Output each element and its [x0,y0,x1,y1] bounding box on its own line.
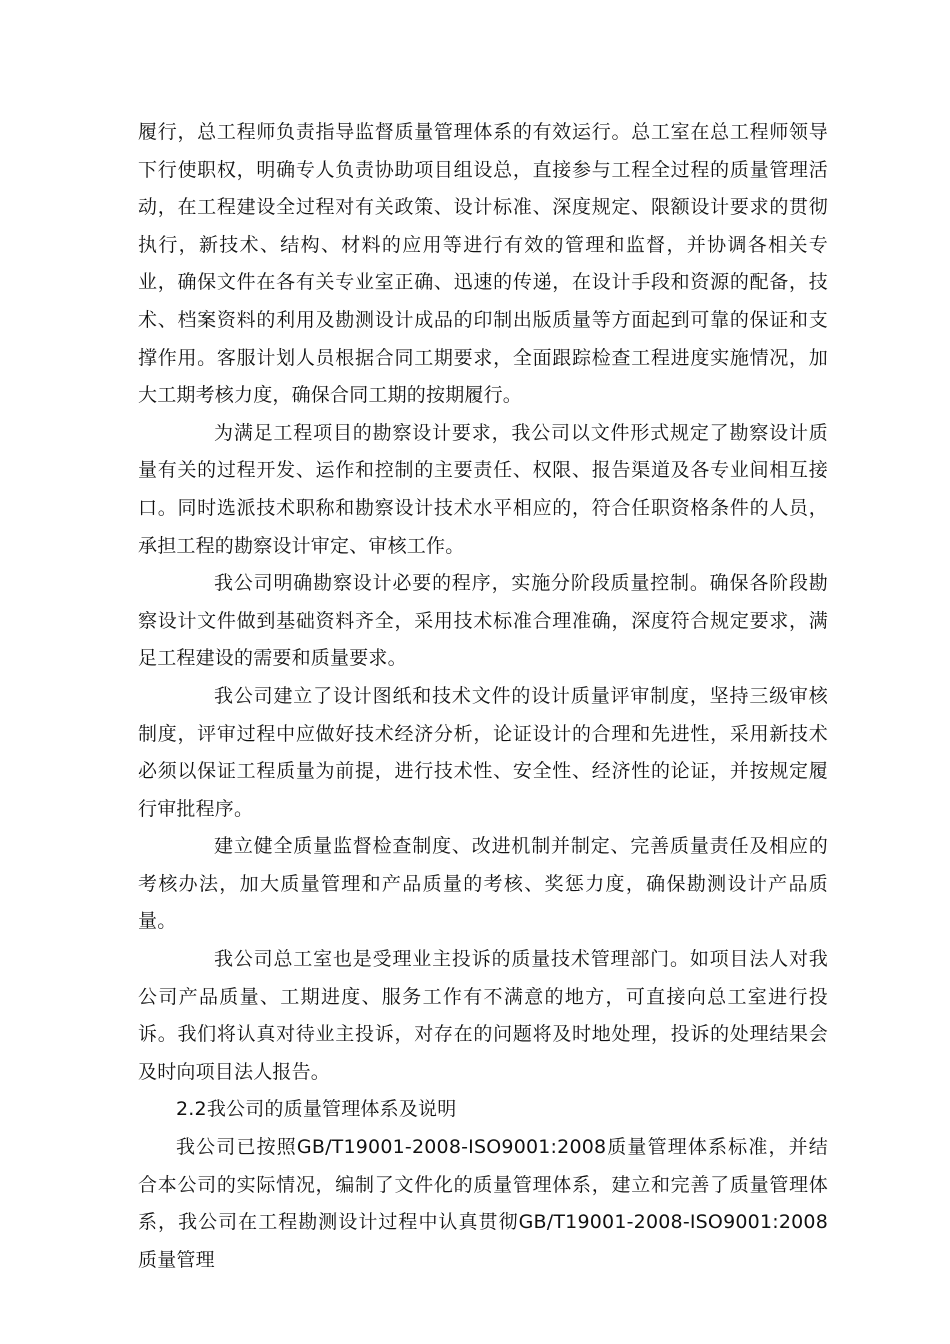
paragraph-continuation: 履行，总工程师负责指导监督质量管理体系的有效运行。总工室在总工程师领导下行使职权，明确专人负责协助项目组设总，直接参与工程全过程的质量管理活动，在工程建设全过程对有关政策、设计标准、深度规定、限额设计要求的贯彻执行，新技术、结构、材料的应用等进行有效的管理和监督，并协调各相关专业，确保文件在各有关专业室正确、迅速的传递，在设计手段和资源的配备，技术、档案资料的利用及勘测设计成品的印制出版质量等方面起到可靠的保证和支撑作用。客服计划人员根据合同工期要求，全面跟踪检查工程进度实施情况，加大工期考核力度，确保合同工期的按期履行。 [138,121,828,407]
paragraph-design-requirements: 为满足工程项目的勘察设计要求，我公司以文件形式规定了勘察设计质量有关的过程开发、运作和控制的主要责任、权限、报告渠道及各专业间相互接口。同时选派技术职称和勘察设计技术水平相应的，符合任职资格条件的人员，承担工程的勘察设计审定、审核工作。 [138,421,828,557]
paragraph-quality-review: 我公司建立了设计图纸和技术文件的设计质量评审制度，坚持三级审核制度，评审过程中应做好技术经济分析，论证设计的合理和先进性，采用新技术必须以保证工程质量为前提，进行技术性、安全性、经济性的论证，并按规定履行审批程序。 [138,684,828,820]
section-heading: 2.2我公司的质量管理体系及说明 [176,1098,457,1121]
paragraph-complaints: 我公司总工室也是受理业主投诉的质量技术管理部门。如项目法人对我公司产品质量、工期进度、服务工作有不满意的地方，可直接向总工室进行投诉。我们将认真对待业主投诉，对存在的问题将及时地处理，投诉的处理结果会及时向项目法人报告。 [138,948,828,1083]
paragraph-quality-system: 我公司已按照GB/T19001-2008-ISO9001:2008质量管理体系标准，并结合本公司的实际情况，编制了文件化的质量管理体系，建立和完善了质量管理体系，我公司在工程勘测设计过程中认真贯彻GB/T19001-2008-ISO9001:2008质量管理 [138,1136,828,1271]
paragraph-phase-control: 我公司明确勘察设计必要的程序，实施分阶段质量控制。确保各阶段勘察设计文件做到基础资料齐全，采用技术标准合理准确，深度符合规定要求，满足工程建设的需要和质量要求。 [138,572,828,670]
paragraph-supervision: 建立健全质量监督检查制度、改进机制并制定、完善质量责任及相应的考核办法，加大质量管理和产品质量的考核、奖惩力度，确保勘测设计产品质量。 [138,835,828,933]
document-body [138,114,828,1279]
